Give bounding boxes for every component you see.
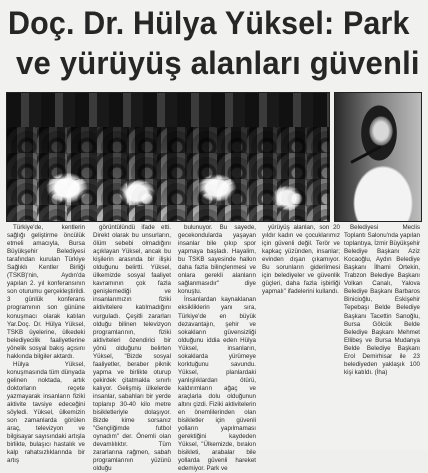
article-column-5 (344, 224, 420, 448)
paragraph: bulunuyor. Bu sayede, gecekondularda yaşayan insanlar bile çıkıp spor yapmaya başladı. Hayalim, bu TSKB sayesinde halkın daha fazla bilinçlenmesi ve onlara gerekli alanların sağlanmasıdır" diye konuştu. (178, 224, 256, 296)
microphone-icon (350, 145, 381, 164)
paragraph: Belediyesi Meclis Toplantı Salonu'nda yapılan toplantıya, İzmir Büyükşehir Belediye Başkanı Aziz Kocaoğlu, Aydın Belediye Başkanı İlhami Ortekin, Trabzon Belediye Başkanı Volkan Canalı, Yalova Belediye Başkanı Barbaros Binicioğlu, Eskişehir Tepebaşı Belde Belediye Başkanı Tacettin Sanoğlu, Bursa Gölcük Belde Belediye Başkanı Mehmet Ellibeş ve Bursa Mudanya Belde Belediye Başkanı Erol Demirhisar ile 23 belediyeden yaklaşık 100 kişi katıldı. (İha) (344, 224, 420, 376)
article-column-4 (262, 224, 340, 448)
paragraph: İnsanlardan kaynaklanan eksikliklerin yanı sıra, Türkiye'de en büyük dezavantajın, şehir ve sokakların güvensizliği olduğunu iddia eden Hülya Yüksel, insanların, sokaklarda yürümeye korktuğunu savundu. Yüksel, planlardaki yanlışlıklardan ötürü, kaldırımların ağaç ve araçlarla dolu olduğunun altını çizdi. Fiziki aktivitelerin en önemlilerinden olan bisikletler için güvenli yolların yapılmaması gerektiğini kaydeden Yüksel, "Ülkemizde, bırakın bisikleti, arabalar bile yollarda güvenli hareket edemiyor. Park ve (178, 296, 256, 473)
speaker-portrait-photo (334, 92, 422, 222)
paragraph: yürüyüş alanları, son 20 yıldır kadın ve çocuklarımız için güvenli değil. Terör ve kapkaç yüzünden, insanlar; evinden dışarı çıkamıyor. Bu sorunların giderilmesi için belediyeler ve güvenlik güçleri, daha fazla işbirliği yapmalı" ifadelerini kullandı. (262, 224, 340, 296)
article-column-2 (93, 224, 171, 473)
article-column-1 (7, 224, 85, 465)
article-column-3 (178, 224, 256, 473)
paragraph: görüntülündü ifade etti. Direkt olarak bu unsurların, ölüm sebebi olmadığını açıklayan Yüksel, ancak bu kişilerin arasında bir ilişki olduğunu belirtti. Yüksel, ülkemizde sosyal faaliyet kavramının çok fazla genişlemediği ve insanlarımızın fiziki aktivitelere katılmadığını vurguladı. Çeşitli zararları olduğu bilinen televizyon programlarının, fiziki aktiviteleri özendirici bir yönü olduğunu belirten Yüksel, "Bizde sosyal faaliyetler, beraber piknik yapma ve birlikte oturup çekirdek çitatmakla sınırlı kalıyor. Gelişmiş ülkelerde insanlar, sabahları bir yerde toplanıp 30-40 kilo metre bisikletleriyle dolaşıyor. Bizde kime sorsanız "Gençliğimde futbol oynadım" der. Önemli olan devamlılıktır. Tüm zararlarına rağmen, sabah programlarının yüzünü olduğu (93, 224, 171, 473)
paragraph: Türkiye'de, kentlerin sağlığı geliştirme öncülük etmeli amacıyla, Bursa Büyükşehir Belediyesi tarafından kurulan Türkiye Sağlıklı Kentler Birliği (TSKB)'nin, Aydın'da yapılan 2. yıl konferansının son oturumu gerçekleştirildi. 3 günlük konferans programının son gününe konuşmacı olarak katılan Yar.Doç. Dr. Hülya Yüksel, TSKB üyelerine, ülkedeki belediyecilik faaliyetlerine yönelik sosyal bakış açısını hakkında bilgiler aktardı. (7, 224, 85, 360)
headline-line-1: Doç. Dr. Hülya Yüksel: Park (8, 5, 410, 41)
paragraph: Hülya Yüksel, konuşmasında tüm dünyada gelinen noktada, artık doktorların reçete yazmayarak insanların fiziki aktivite tavsiye edeceğini söyledi. Yüksel, ülkemizin son zamanlarda görülen araç, televizyon ve bilgisayar sayısındaki artışla birlikte, bulaşıcı hastalık ve kalp rahatsızlıklarında bir artış (7, 360, 85, 465)
headline-line-2: ve yürüyüş alanları güvenli (16, 45, 420, 81)
conference-audience-photo (6, 92, 330, 222)
